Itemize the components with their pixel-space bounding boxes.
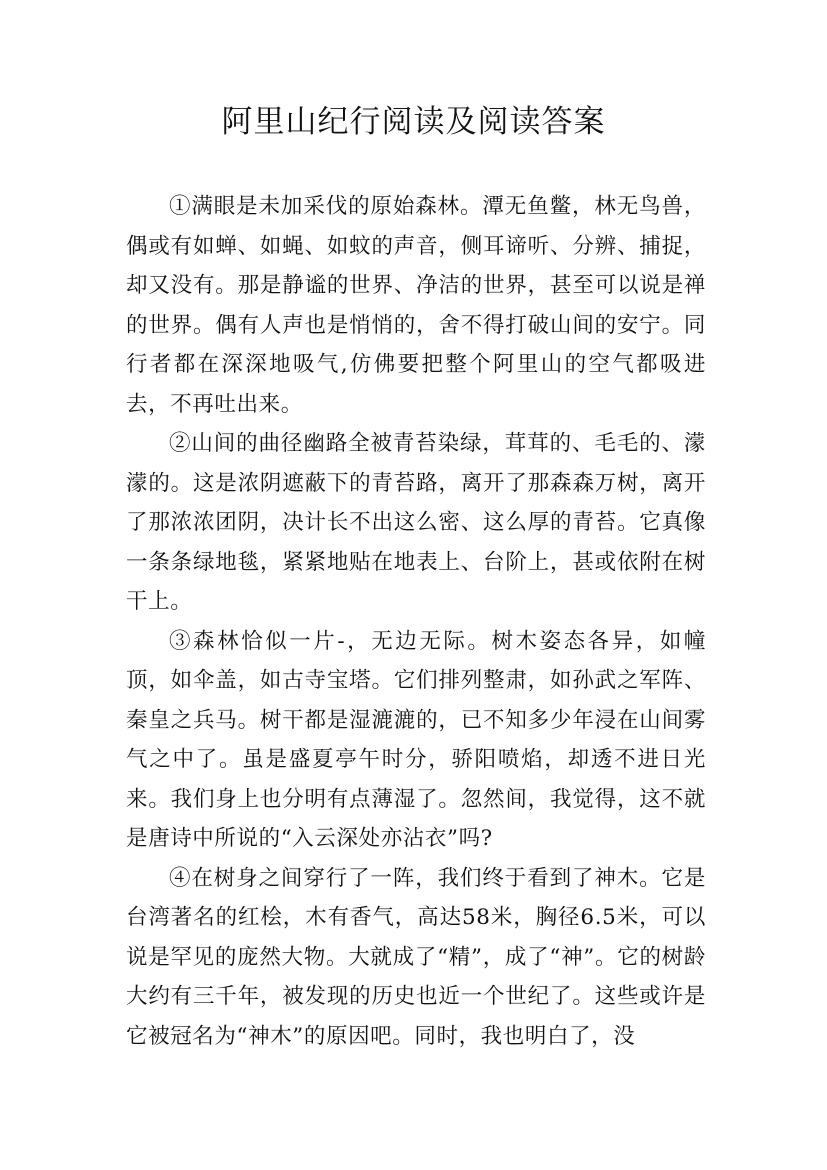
paragraph-4: ④在树身之间穿行了一阵，我们终于看到了神木。它是台湾著名的红桧，木有香气，高达58米，胸径6.5米，可以说是罕见的庞然大物。大就成了“精”，成了“神”。它的树龄大约有三千年，被发现的历史也近一个世纪了。这些或许是它被冠名为“神木”的原因吧。同时，我也明白了，没 [126,865,706,1049]
paragraph-3: ③森林恰似一片-，无边无际。树木姿态各异，如幢顶，如伞盖，如古寺宝塔。它们排列整肃，如孙武之军阵、秦皇之兵马。树干都是湿漉漉的，已不知多少年浸在山间雾气之中了。虽是盛夏亭午时分，骄阳喷焰，却透不进日光来。我们身上也分明有点薄湿了。忽然间，我觉得，这不就是唐诗中所说的“入云深处亦沾衣”吗? [126,628,706,851]
paragraph-1: ①满眼是未加采伐的原始森林。潭无鱼鳖，林无鸟兽，偶或有如蝉、如蝇、如蚊的声音，侧耳谛听、分辨、捕捉，却又没有。那是静谧的世界、净洁的世界，甚至可以说是禅的世界。偶有人声也是悄悄的，舍不得打破山间的安宁。同行者都在深深地吸气,仿佛要把整个阿里山的空气都吸进去，不再吐出来。 [126,194,706,417]
document-title: 阿里山纪行阅读及阅读答案 [221,104,606,140]
paragraph-2: ②山间的曲径幽路全被青苔染绿，茸茸的、毛毛的、濛濛的。这是浓阴遮蔽下的青苔路，离开了那森森万树，离开了那浓浓团阴，决计长不出这么密、这么厚的青苔。它真像一条条绿地毯，紧紧地贴在地表上、台阶上，甚或依附在树干上。 [126,431,706,614]
document-body [126,187,706,1056]
